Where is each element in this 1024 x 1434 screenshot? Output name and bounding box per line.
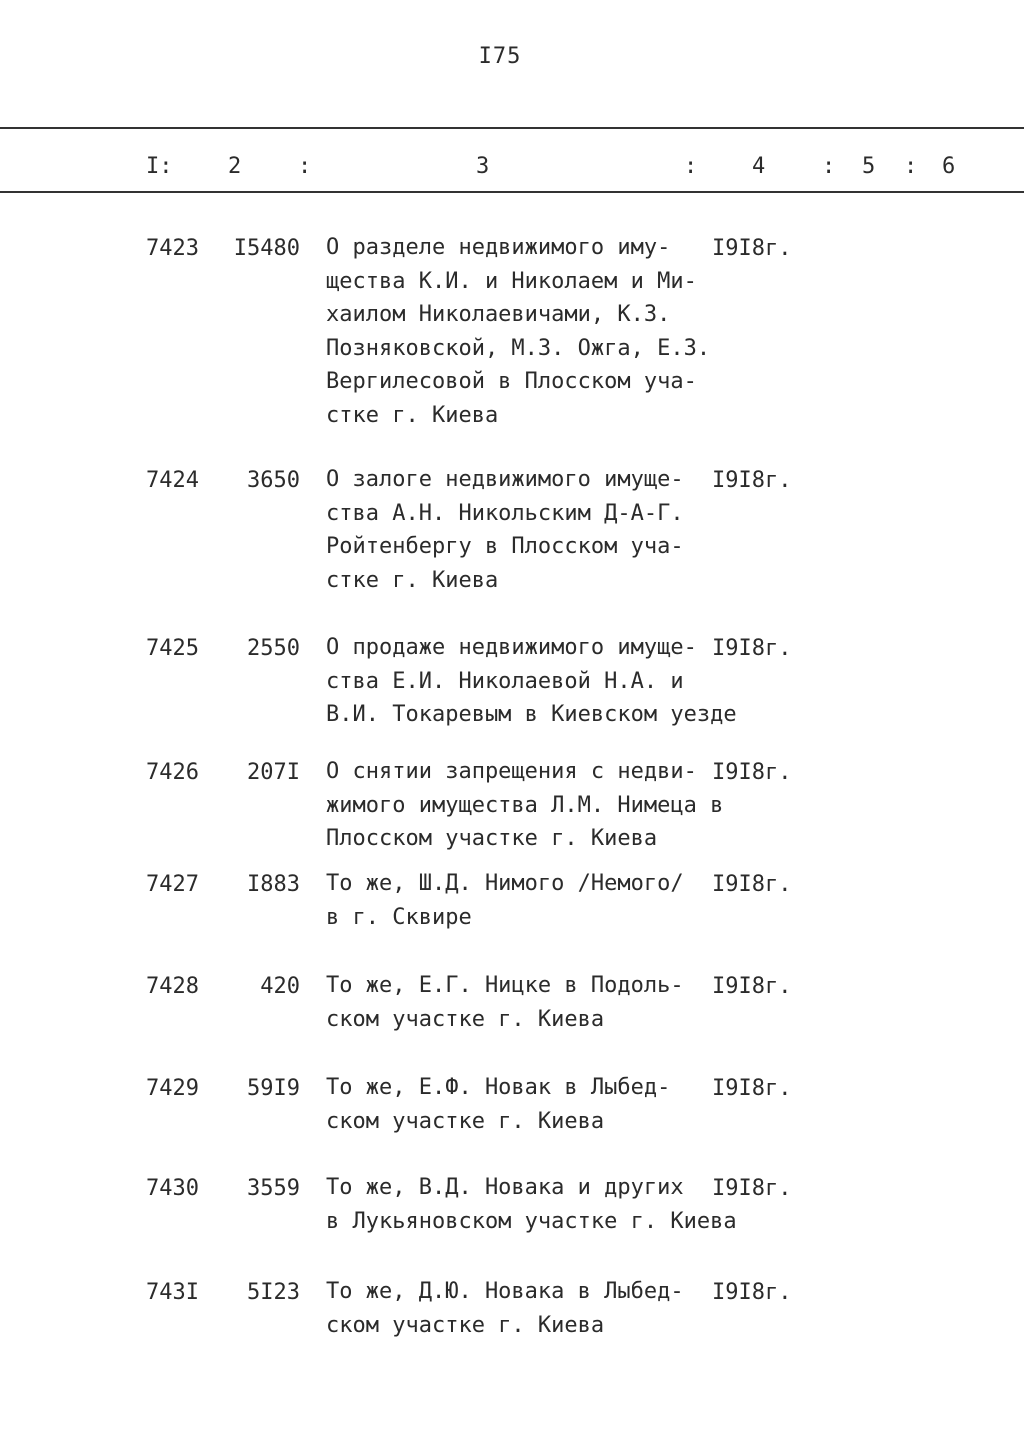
record-number: 7429: [146, 1076, 199, 1101]
record-description-line: ства А.Н. Никольским Д-А-Г.: [326, 500, 684, 526]
record-number: 7430: [146, 1176, 199, 1201]
record-file-count: 3559: [247, 1176, 300, 1201]
record-description-line: Ройтенбергу в Плосском уча-: [326, 534, 684, 559]
column-header-2: 2: [228, 154, 242, 179]
record-file-count: 207I: [247, 760, 300, 785]
column-header-5: 5: [862, 154, 876, 179]
record-description: [326, 1171, 737, 1238]
record-description-line: жимого имущества Л.М. Нимеца в: [326, 792, 724, 818]
column-header-separator: :: [822, 154, 836, 179]
record-year: I9I8г.: [712, 1280, 792, 1305]
record-description-line: О залоге недвижимого имуще-: [326, 467, 684, 492]
record-description-line: ства Е.И. Николаевой Н.А. и: [326, 668, 684, 694]
record-number: 7427: [146, 872, 199, 897]
record-description-line: В.И. Токаревым в Киевском уезде: [326, 702, 737, 727]
column-header-separator: :: [904, 154, 918, 179]
record-file-count: 420: [260, 974, 300, 999]
record-year: I9I8г.: [712, 760, 792, 785]
record-description-line: ском участке г. Киева: [326, 1312, 605, 1338]
record-description: [326, 231, 716, 432]
record-description-line: ском участке г. Киева: [326, 1108, 605, 1134]
record-description: [326, 867, 716, 934]
record-description: [326, 1275, 716, 1342]
record-description-line: в Лукьяновском участке г. Киева: [326, 1208, 737, 1234]
record-number: 7426: [146, 760, 199, 785]
record-file-count: I5480: [233, 236, 300, 261]
column-header-4: 4: [752, 154, 766, 179]
record-description-line: То же, Д.Ю. Новака в Лыбед-: [326, 1279, 684, 1304]
column-header-3: 3: [476, 154, 490, 179]
record-description-line: хаилом Николаевичами, К.З.: [326, 302, 671, 327]
record-description-line: в г. Сквире: [326, 904, 472, 930]
record-description-line: То же, В.Д. Новака и других: [326, 1175, 684, 1200]
column-header-6: 6: [942, 154, 956, 179]
record-file-count: 59I9: [247, 1076, 300, 1101]
record-description-line: Позняковской, М.З. Ожга, Е.З.: [326, 335, 711, 361]
record-description: [326, 1071, 716, 1138]
record-description-line: стке г. Киева: [326, 567, 499, 593]
record-description-line: щества К.И. и Николаем и Ми-: [326, 268, 697, 294]
record-description-line: Плосском участке г. Киева: [326, 826, 658, 851]
record-file-count: I883: [247, 872, 300, 897]
column-header-separator: :: [684, 154, 698, 179]
record-description-line: То же, Е.Г. Ницке в Подоль-: [326, 973, 684, 998]
record-description-line: То же, Е.Ф. Новак в Лыбед-: [326, 1075, 671, 1100]
record-year: I9I8г.: [712, 1176, 792, 1201]
record-number: 7425: [146, 636, 199, 661]
record-year: I9I8г.: [712, 974, 792, 999]
record-description: [326, 463, 716, 597]
record-description-line: То же, Ш.Д. Нимого /Немого/: [326, 871, 684, 896]
record-description-line: О разделе недвижимого иму-: [326, 235, 671, 260]
record-number: 7428: [146, 974, 199, 999]
record-file-count: 2550: [247, 636, 300, 661]
column-header-separator: :: [298, 154, 312, 179]
record-file-count: 5I23: [247, 1280, 300, 1305]
record-number: 7423: [146, 236, 199, 261]
column-header-1: I:: [146, 154, 173, 179]
record-year: I9I8г.: [712, 1076, 792, 1101]
record-year: I9I8г.: [712, 236, 792, 261]
record-year: I9I8г.: [712, 468, 792, 493]
record-description-line: О продаже недвижимого имуще-: [326, 635, 697, 660]
record-description-line: ском участке г. Киева: [326, 1006, 605, 1032]
record-description: [326, 631, 737, 732]
page-number: I75: [478, 44, 522, 69]
record-description: [326, 969, 716, 1036]
record-number: 743I: [146, 1280, 199, 1305]
record-year: I9I8г.: [712, 636, 792, 661]
record-description: [326, 755, 724, 856]
record-description-line: Вергилесовой в Плосском уча-: [326, 369, 697, 394]
record-year: I9I8г.: [712, 872, 792, 897]
record-file-count: 3650: [247, 468, 300, 493]
record-description-line: О снятии запрещения с недви-: [326, 759, 697, 784]
record-number: 7424: [146, 468, 199, 493]
record-description-line: стке г. Киева: [326, 402, 499, 428]
